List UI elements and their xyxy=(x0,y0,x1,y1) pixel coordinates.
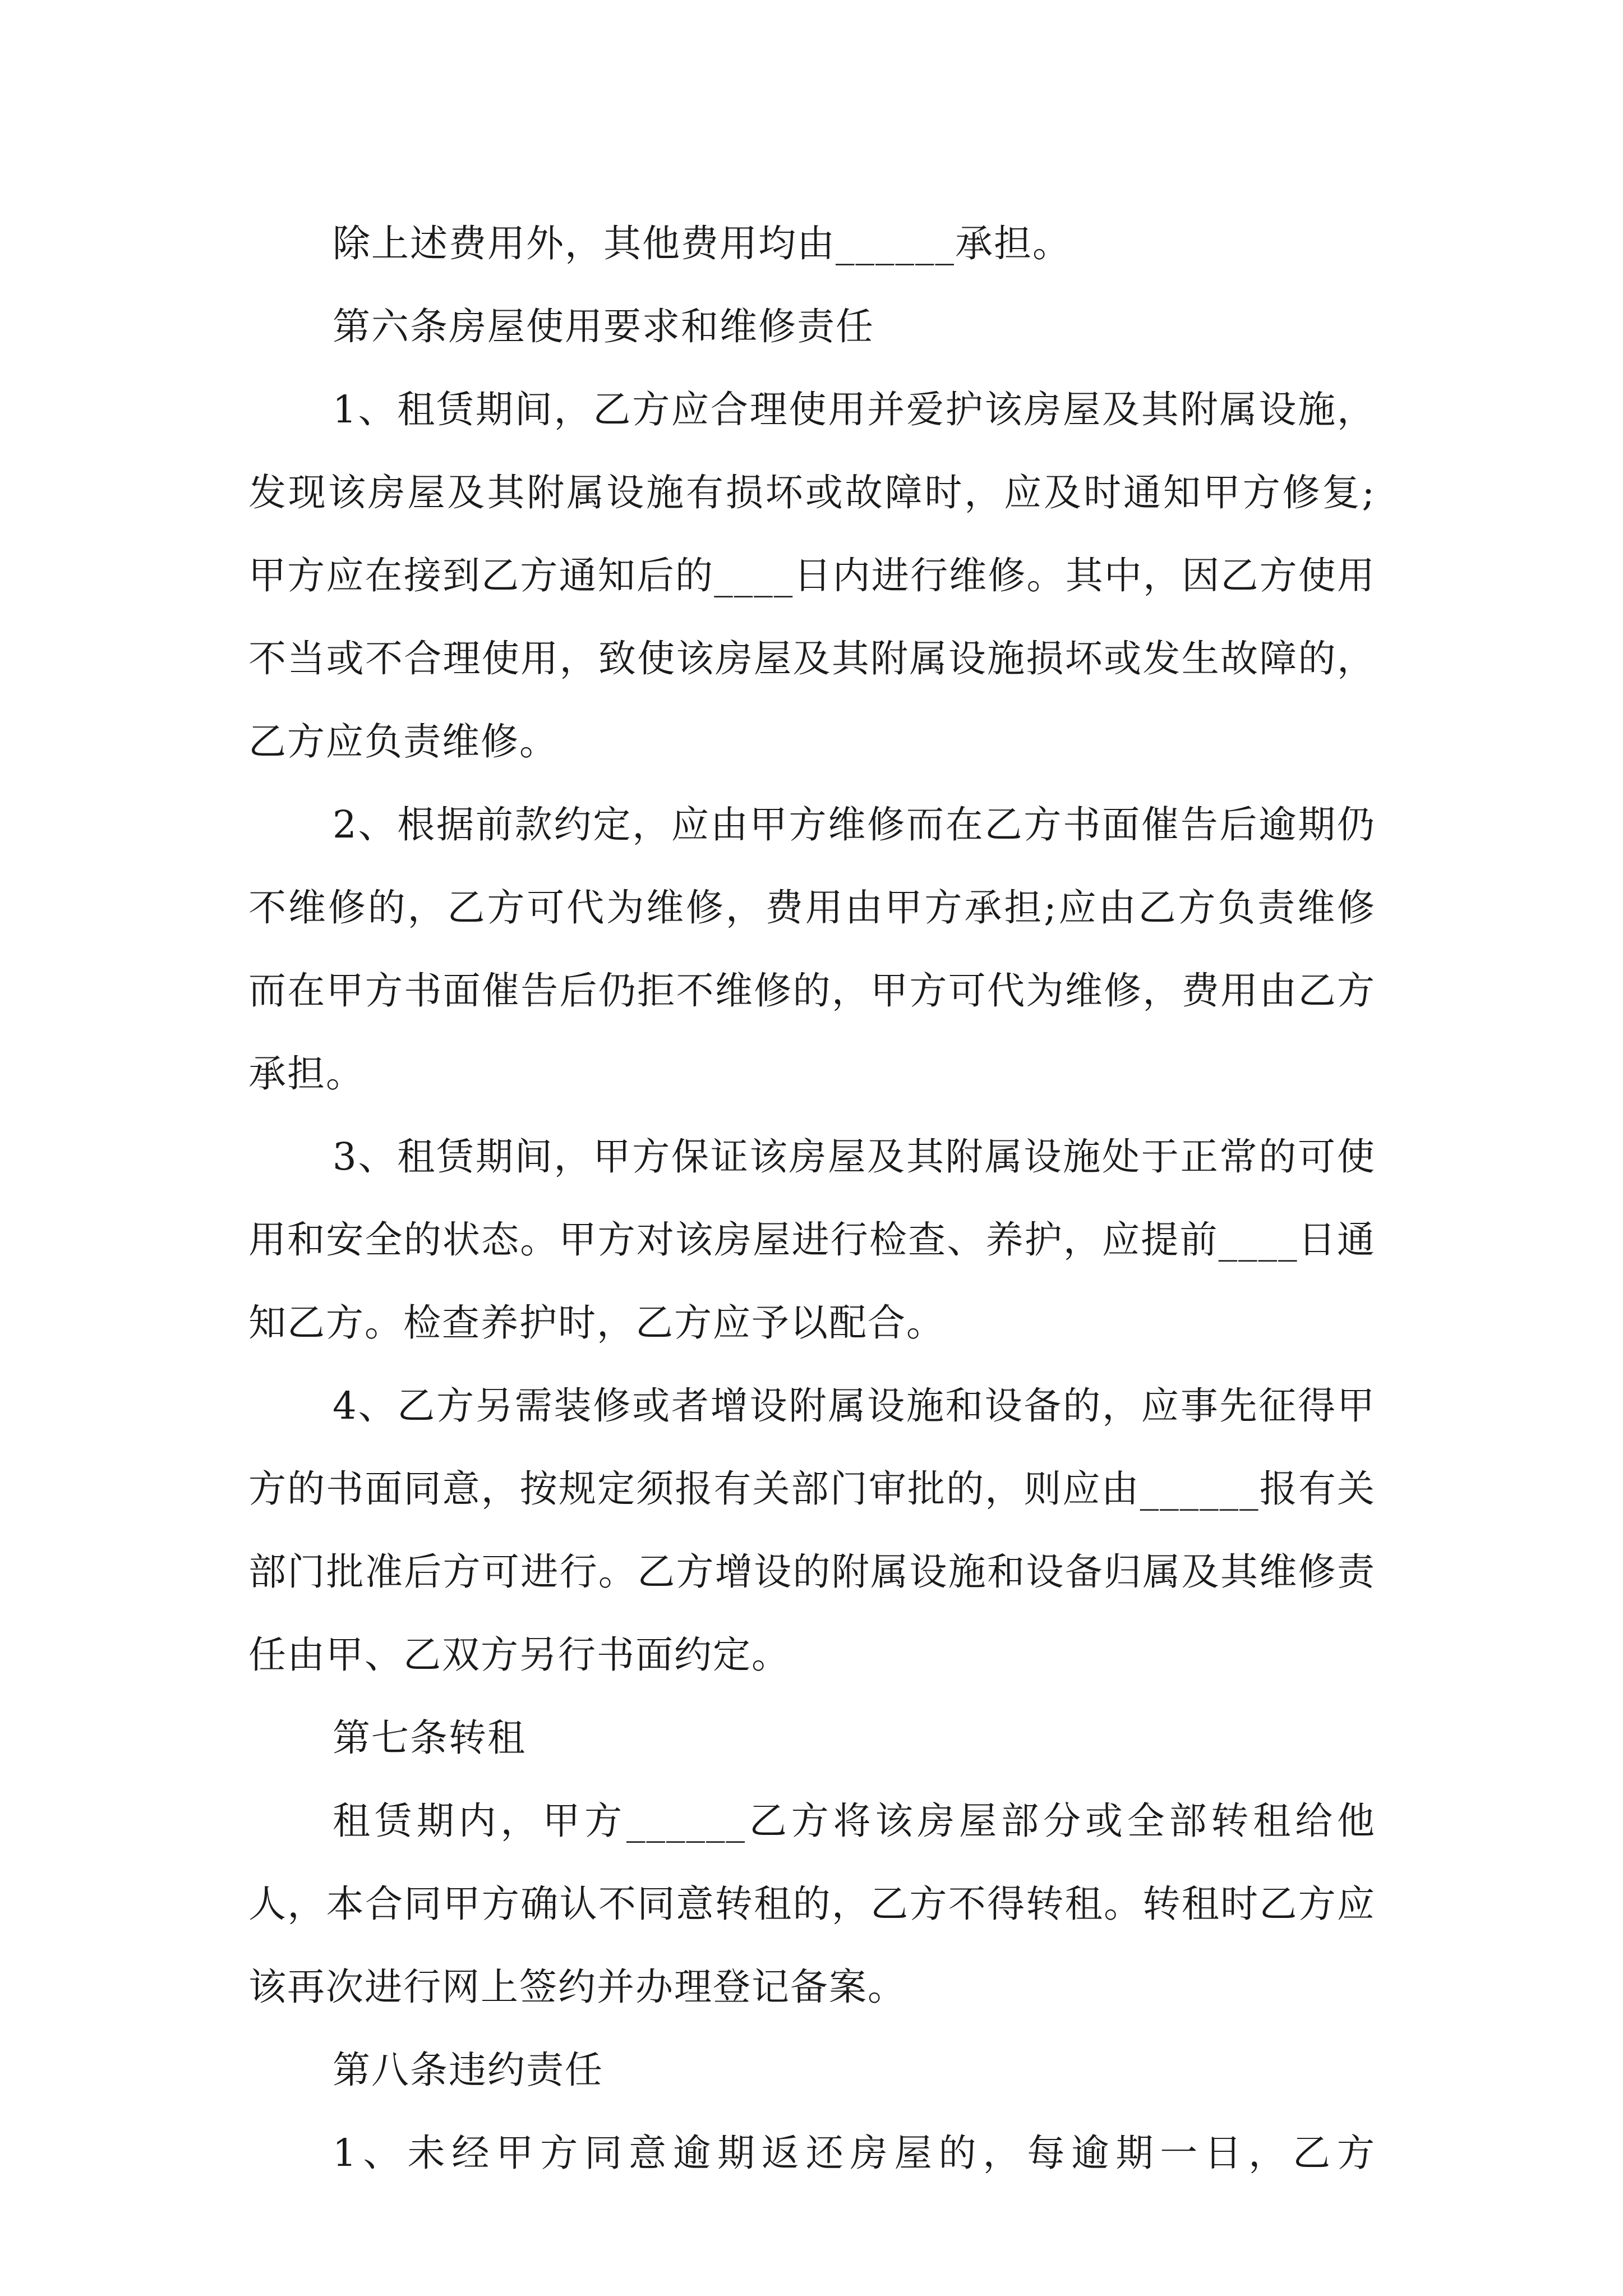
paragraph-7: 租赁期内，甲方______乙方将该房屋部分或全部转租给他人，本合同甲方确认不同意转租的，乙方不得转租。转租时乙方应该再次进行网上签约并办理登记备案。 xyxy=(248,1799,1376,2009)
heading-article-7: 第七条转租 xyxy=(333,1716,526,1760)
heading-article-8: 第八条违约责任 xyxy=(333,2048,603,2092)
heading-article-6: 第六条房屋使用要求和维修责任 xyxy=(333,305,874,348)
paragraph-6-2: 2、根据前款约定，应由甲方维修而在乙方书面催告后逾期仍不维修的，乙方可代为维修，费用由甲方承担;应由乙方负责维修而在甲方书面催告后仍拒不维修的，甲方可代为维修，费用由乙方承担。 xyxy=(248,803,1376,1096)
paragraph-other-fees: 除上述费用外，其他费用均由______承担。 xyxy=(333,222,1071,265)
paragraph-6-1: 1、租赁期间，乙方应合理使用并爱护该房屋及其附属设施，发现该房屋及其附属设施有损坏或故障时，应及时通知甲方修复;甲方应在接到乙方通知后的____日内进行维修。其中，因乙方使用不当或不合理使用，致使该房屋及其附属设施损坏或发生故障的，乙方应负责维修。 xyxy=(248,388,1376,763)
paragraph-6-4: 4、乙方另需装修或者增设附属设施和设备的，应事先征得甲方的书面同意，按规定须报有关部门审批的，则应由______报有关部门批准后方可进行。乙方增设的附属设施和设备归属及其维修责任由甲、乙双方另行书面约定。 xyxy=(248,1384,1376,1677)
document-body xyxy=(248,202,1376,2194)
paragraph-6-3: 3、租赁期间，甲方保证该房屋及其附属设施处于正常的可使用和安全的状态。甲方对该房屋进行检查、养护，应提前____日通知乙方。检查养护时，乙方应予以配合。 xyxy=(248,1135,1376,1345)
paragraph-8-1: 1、未经甲方同意逾期返还房屋的，每逾期一日，乙方 xyxy=(333,2131,1376,2175)
